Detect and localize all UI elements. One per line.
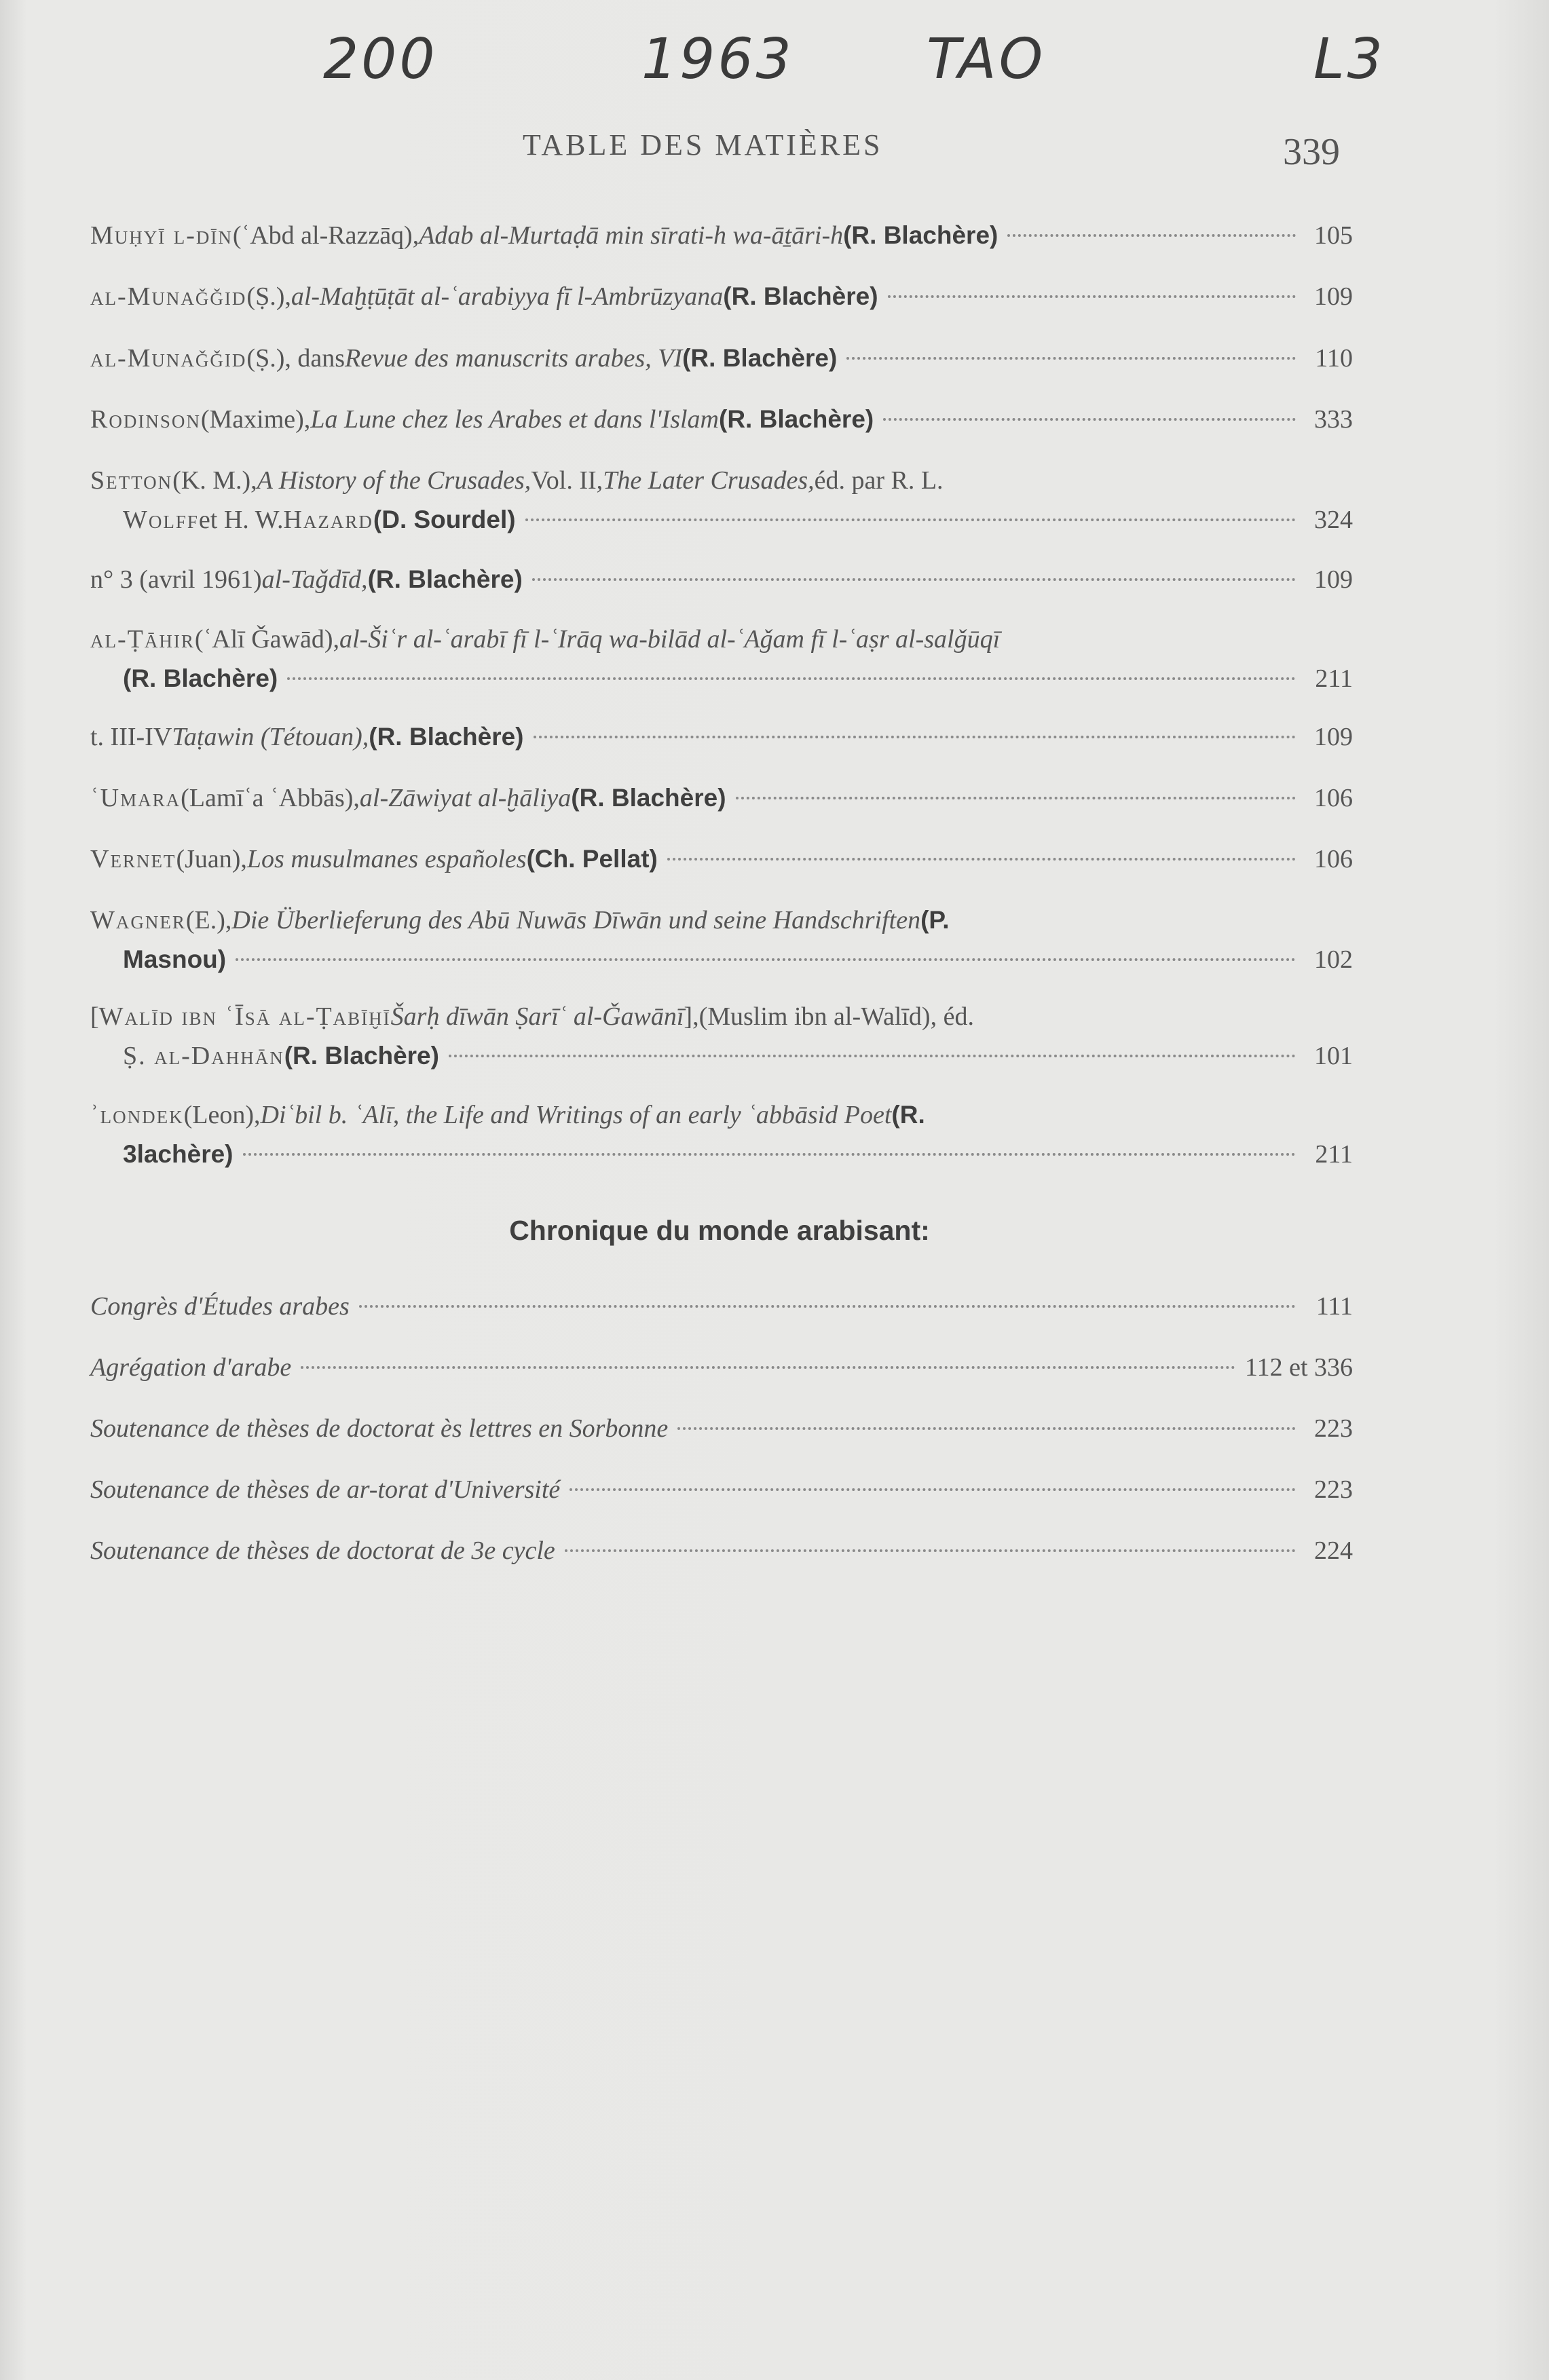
author-name: Vernet (90, 845, 176, 873)
chronicle-entry (90, 1287, 1353, 1326)
work-title: Taṭawin (Tétouan), (172, 723, 369, 751)
running-title: TABLE DES MATIÈRES (523, 128, 883, 162)
page-reference: 111 (1315, 1292, 1353, 1321)
author-name: Ṣ. al-Dahhān (123, 1042, 284, 1070)
dot-leader (677, 1427, 1296, 1430)
toc-entry-line (90, 560, 1353, 599)
toc-entry-line (90, 500, 1353, 540)
toc-entry-line (90, 901, 1353, 940)
page-reference: 211 (1315, 1140, 1353, 1169)
reviewer-name: 3lachère) (123, 1140, 234, 1168)
section-heading: Chronique du monde arabisant: (509, 1215, 930, 1246)
dot-leader (236, 958, 1296, 961)
reviewer-name: (R. Blachère) (369, 723, 524, 751)
work-title: Adab al-Murtaḍā min sīrati-h wa-āṯāri-h (419, 221, 844, 250)
reviewer-name: (R. Blachère) (843, 221, 999, 249)
handwritten-note: 200 (323, 27, 438, 92)
reviewer-name: (R. Blachère) (682, 344, 838, 372)
page-reference: 109 (1314, 282, 1353, 311)
work-title: al-Zāwiyat al-ḫāliya (359, 784, 572, 812)
author-name: al-Munaǧǧid (90, 344, 247, 373)
author-name: ʾlondek (90, 1101, 184, 1129)
toc-entry-line (90, 461, 1353, 500)
page-reference: 211 (1315, 664, 1353, 693)
toc-entry-line (90, 1095, 1353, 1135)
toc-entry-line (90, 659, 1353, 698)
page-reference: 223 (1314, 1414, 1353, 1443)
page-reference: 324 (1314, 506, 1353, 534)
page-reference: 101 (1314, 1042, 1353, 1070)
reviewer-name: (D. Sourdel) (373, 506, 516, 533)
entry-text: (Maxime), (200, 405, 311, 434)
toc-entry (90, 216, 1353, 255)
entry-text: (Juan), (176, 845, 247, 873)
page-reference: 223 (1314, 1475, 1353, 1504)
author-name: Muḥyī l-dīn (90, 221, 233, 250)
reviewer-name: (R. Blachère) (571, 784, 726, 812)
author-name: ʿUmara (90, 784, 181, 812)
entry-text: ], (684, 1002, 699, 1031)
chronicle-entry (90, 1410, 1353, 1448)
work-title: Die Überlieferung des Abū Nuwās Dīwān und seine Handschriften (231, 906, 921, 934)
toc-entry (90, 717, 1353, 757)
dot-leader (359, 1305, 1296, 1308)
page-reference: 106 (1314, 784, 1353, 812)
chronicle-title: Congrès d'Études arabes (90, 1292, 350, 1321)
reviewer-name: Masnou) (123, 945, 227, 973)
chronicle-line (90, 1410, 1353, 1448)
dot-leader (1007, 234, 1296, 237)
dot-leader (301, 1366, 1235, 1369)
entry-text: (E.), (185, 906, 232, 934)
chronicle-title: Soutenance de thèses de doctorat de 3e cycle (90, 1536, 555, 1565)
dot-leader (565, 1549, 1296, 1552)
entry-text: (Muslim ibn al-Walīd), éd. (698, 1002, 974, 1031)
handwritten-note: L3 (1313, 27, 1385, 92)
toc-entry-line (90, 940, 1353, 979)
toc-entry-line (90, 839, 1353, 879)
entry-text: n° 3 (avril 1961) (90, 565, 262, 594)
toc-entry-line (90, 1135, 1353, 1174)
toc-entry (90, 277, 1353, 316)
page-reference: 224 (1314, 1536, 1353, 1565)
reviewer-name: (R. Blachère) (284, 1042, 439, 1070)
chronicle-title: Soutenance de thèses de ar-torat d'Université (90, 1475, 561, 1504)
entry-text: (ʿAbd al-Razzāq), (232, 221, 419, 250)
chronicle-entry (90, 1348, 1353, 1387)
chronicle-entry (90, 1471, 1353, 1509)
chronicle-line (90, 1287, 1353, 1326)
entry-text: t. III-IV (90, 723, 172, 751)
work-title: Los musulmanes españoles (246, 845, 527, 873)
chronicle-title: Soutenance de thèses de doctorat ès lettres en Sorbonne (90, 1414, 669, 1443)
toc-entry (90, 901, 1353, 979)
reviewer-name: (R. Blachère) (367, 565, 523, 593)
chronicle-line (90, 1532, 1353, 1570)
dot-leader (532, 578, 1296, 581)
page-number: 339 (1283, 131, 1340, 173)
toc-entry (90, 339, 1353, 378)
dot-leader (525, 518, 1296, 521)
reviewer-name: (P. (920, 906, 950, 934)
reviewer-name: (R. Blachère) (123, 664, 278, 692)
chronicle-entry (90, 1532, 1353, 1570)
dot-leader (570, 1488, 1296, 1491)
entry-text: (Ṣ.), dans (246, 344, 346, 373)
toc-entry (90, 400, 1353, 439)
chronicle-line (90, 1348, 1353, 1387)
reviewer-name: (R. Blachère) (719, 405, 874, 433)
toc-entry-line (90, 717, 1353, 757)
entry-text: (Lamīʿa ʿAbbās), (181, 784, 360, 812)
dot-leader (667, 858, 1296, 861)
author-name: al-Ṭāhir (90, 625, 195, 654)
work-title: La Lune chez les Arabes et dans l'Islam (310, 405, 719, 434)
toc-entry (90, 620, 1353, 698)
author-name: Wolff (123, 506, 199, 534)
page-reference: 110 (1315, 344, 1353, 373)
toc-entry-line (90, 339, 1353, 378)
toc-entry-line (90, 216, 1353, 255)
page-reference: 109 (1314, 723, 1353, 751)
toc-entry-line (90, 400, 1353, 439)
work-title: A History of the Crusades, (257, 466, 531, 495)
toc-entry (90, 461, 1353, 540)
dot-leader (243, 1153, 1296, 1156)
author-name: Wagner (90, 906, 186, 934)
dot-leader (846, 357, 1296, 360)
work-title: Diʿbil b. ʿAlī, the Life and Writings of an early ʿabbāsid Poet (260, 1101, 892, 1129)
author-name: al-Munaǧǧid (90, 282, 247, 311)
entry-text: Vol. II, (531, 466, 603, 495)
toc-entry-line (90, 998, 1353, 1036)
page-reference: 106 (1314, 845, 1353, 873)
entry-text: (Leon), (183, 1101, 261, 1129)
dot-leader (287, 677, 1296, 680)
toc-entry (90, 778, 1353, 818)
handwritten-note: TAO (927, 27, 1046, 92)
toc-entry-line (90, 1036, 1353, 1076)
page-reference: 112 et 336 (1244, 1353, 1353, 1382)
entry-text: éd. par R. L. (814, 466, 944, 495)
bracket-text: [ (90, 1002, 99, 1031)
toc-entry-line (90, 620, 1353, 659)
chronicle-title: Agrégation d'arabe (90, 1353, 292, 1382)
work-title: The Later Crusades, (603, 466, 815, 495)
entry-text: et H. W. (198, 506, 284, 534)
work-title: Revue des manuscrits arabes, VI (345, 344, 683, 373)
work-title: al-Maḫṭūṭāt al-ʿarabiyya fī l-Ambrūzyana (291, 282, 724, 311)
entry-text: (Ṣ.), (246, 282, 291, 311)
toc-entry-line (90, 277, 1353, 316)
work-title: al-Taǧdīd, (261, 565, 368, 594)
dot-leader (534, 736, 1296, 738)
toc-entry (90, 1095, 1353, 1174)
dot-leader (736, 797, 1296, 799)
dot-leader (449, 1055, 1296, 1057)
toc-entry (90, 560, 1353, 599)
toc-entry (90, 839, 1353, 879)
handwritten-note: 1963 (641, 27, 794, 92)
reviewer-name: (R. (891, 1101, 925, 1129)
work-title: al-Šiʿr al-ʿarabī fī l-ʿIrāq wa-bilād al-ʿAǧam fī l-ʿaṣr al-salǧūqī (339, 625, 1001, 654)
reviewer-name: (Ch. Pellat) (526, 845, 658, 873)
entry-text: (ʿAlī Ǧawād), (194, 625, 339, 654)
author-name: Rodinson (90, 405, 201, 434)
dot-leader (888, 295, 1296, 298)
page-reference: 105 (1314, 221, 1353, 250)
toc-entry-line (90, 778, 1353, 818)
entry-text: (K. M.), (172, 466, 257, 495)
work-title: Šarḥ dīwān Ṣarīʿ al-Ǧawānī (390, 1002, 684, 1031)
author-name: Walīd ibn ʿĪsā al-Ṭabīḫī (98, 1002, 391, 1031)
page-reference: 333 (1314, 405, 1353, 434)
author-name: Setton (90, 466, 173, 495)
dot-leader (883, 418, 1296, 421)
toc-entry (90, 998, 1353, 1076)
author-name: Hazard (283, 506, 373, 534)
chronicle-line (90, 1471, 1353, 1509)
reviewer-name: (R. Blachère) (723, 282, 878, 310)
page-reference: 102 (1314, 945, 1353, 974)
page-reference: 109 (1314, 565, 1353, 594)
